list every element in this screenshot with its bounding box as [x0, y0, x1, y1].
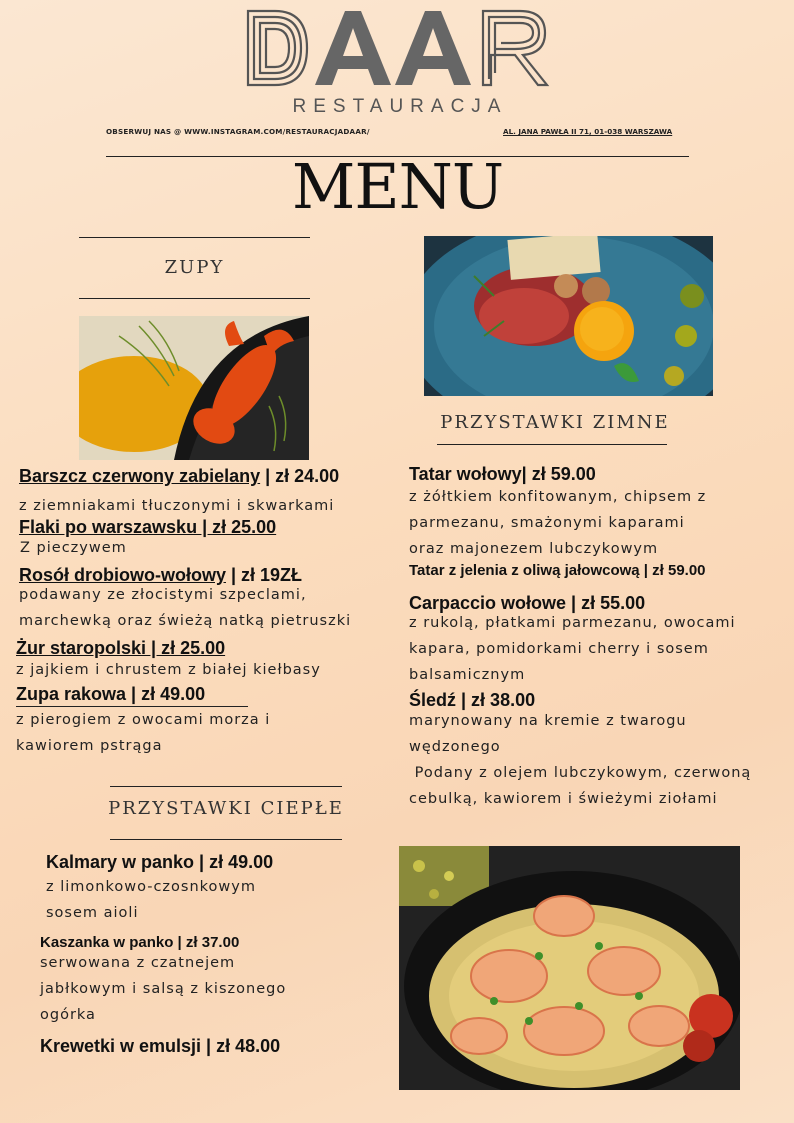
- section-zimne: PRZYSTAWKI ZIMNE: [440, 412, 670, 433]
- warm-1-desc-2: sosem aioli: [46, 905, 139, 921]
- instagram-link[interactable]: OBSERWUJ NAS @ WWW.INSTAGRAM.COM/RESTAURACJADAAR/: [106, 127, 370, 136]
- soup-4-title: Żur staropolski | zł 25.00: [16, 638, 226, 658]
- soup-3-desc-1: podawany ze złocistymi szpeclami,: [19, 587, 307, 603]
- cold-4-desc-1: marynowany na kremie z twarogu: [409, 713, 687, 729]
- address-link[interactable]: AL. JANA PAWŁA II 71, 01-038 WARSZAWA: [503, 127, 673, 136]
- soup-5-desc-2: kawiorem pstrąga: [16, 738, 163, 754]
- zupy-divider-top: [79, 237, 310, 238]
- section-zupy: ZUPY: [164, 257, 225, 278]
- zupy-divider-bottom: [79, 298, 310, 299]
- warm-2-desc-1: serwowana z czatnejem: [40, 955, 236, 971]
- soup-1-desc: z ziemniakami tłuczonymi i skwarkami: [19, 498, 335, 514]
- cold-3-title: Carpaccio wołowe | zł 55.00: [409, 593, 646, 613]
- soup-2-title: Flaki po warszawsku | zł 25.00: [19, 517, 277, 537]
- soup-1-name: Barszcz czerwony zabielany: [19, 466, 261, 486]
- cold-3-desc-3: balsamicznym: [409, 667, 526, 683]
- warm-3-title: Krewetki w emulsji | zł 48.00: [40, 1036, 281, 1056]
- warm-1-title: Kalmary w panko | zł 49.00: [46, 852, 274, 872]
- cold-1-title: Tatar wołowy| zł 59.00: [409, 464, 596, 484]
- soup-2-desc: Z pieczywem: [20, 540, 127, 556]
- soup-4-desc: z jajkiem i chrustem z białej kiełbasy: [16, 662, 321, 678]
- cold-4-desc-2: wędzonego: [409, 739, 501, 755]
- crayfish-soup-photo: [79, 316, 309, 460]
- cieple-divider-bottom: [110, 839, 342, 840]
- warm-1-desc-1: z limonkowo-czosnkowym: [46, 879, 256, 895]
- menu-title: MENU: [291, 150, 504, 223]
- tartare-photo: [424, 236, 713, 396]
- cold-1-desc-3: oraz majonezem lubczykowym: [409, 541, 659, 557]
- soup-3-price: | zł 19ZŁ: [225, 565, 303, 585]
- shrimp-photo: [399, 846, 740, 1090]
- cieple-divider-top: [110, 786, 342, 787]
- section-cieple: PRZYSTAWKI CIEPŁE: [108, 798, 344, 819]
- soup-5-title: Zupa rakowa | zł 49.00: [16, 684, 206, 704]
- warm-2-desc-2: jabłkowym i salsą z kiszonego: [40, 981, 287, 997]
- soup-3-desc-2: marchewką oraz świeżą natką pietruszki: [19, 613, 352, 629]
- cold-4-title: Śledź | zł 38.00: [409, 690, 536, 710]
- soup-3-name: Rosół drobiowo-wołowy: [19, 565, 226, 585]
- cold-3-desc-1: z rukolą, płatkami parmezanu, owocami: [409, 615, 736, 631]
- cold-4-desc-3: Podany z olejem lubczykowym, czerwoną: [409, 765, 752, 781]
- cold-1-desc-1: z żółtkiem konfitowanym, chipsem z: [409, 489, 707, 505]
- cold-4-desc-4: cebulką, kawiorem i świeżymi ziołami: [409, 791, 718, 807]
- soup-5-desc-1: z pierogiem z owocami morza i: [16, 712, 271, 728]
- daar-logo: [245, 8, 550, 88]
- soup-1-title: [19, 466, 339, 487]
- warm-2-desc-3: ogórka: [40, 1007, 96, 1023]
- zimne-divider: [437, 444, 667, 445]
- cold-3-desc-2: kapara, pomidorkami cherry i sosem: [409, 641, 709, 657]
- soup-1-price: | zł 24.00: [260, 466, 340, 486]
- restaurant-subtitle: RESTAURACJA: [292, 96, 508, 117]
- cold-2-title: Tatar z jelenia z oliwą jałowcową | zł 59.00: [409, 562, 706, 579]
- warm-2-title: Kaszanka w panko | zł 37.00: [40, 934, 240, 951]
- cold-1-desc-2: parmezanu, smażonymi kaparami: [409, 515, 685, 531]
